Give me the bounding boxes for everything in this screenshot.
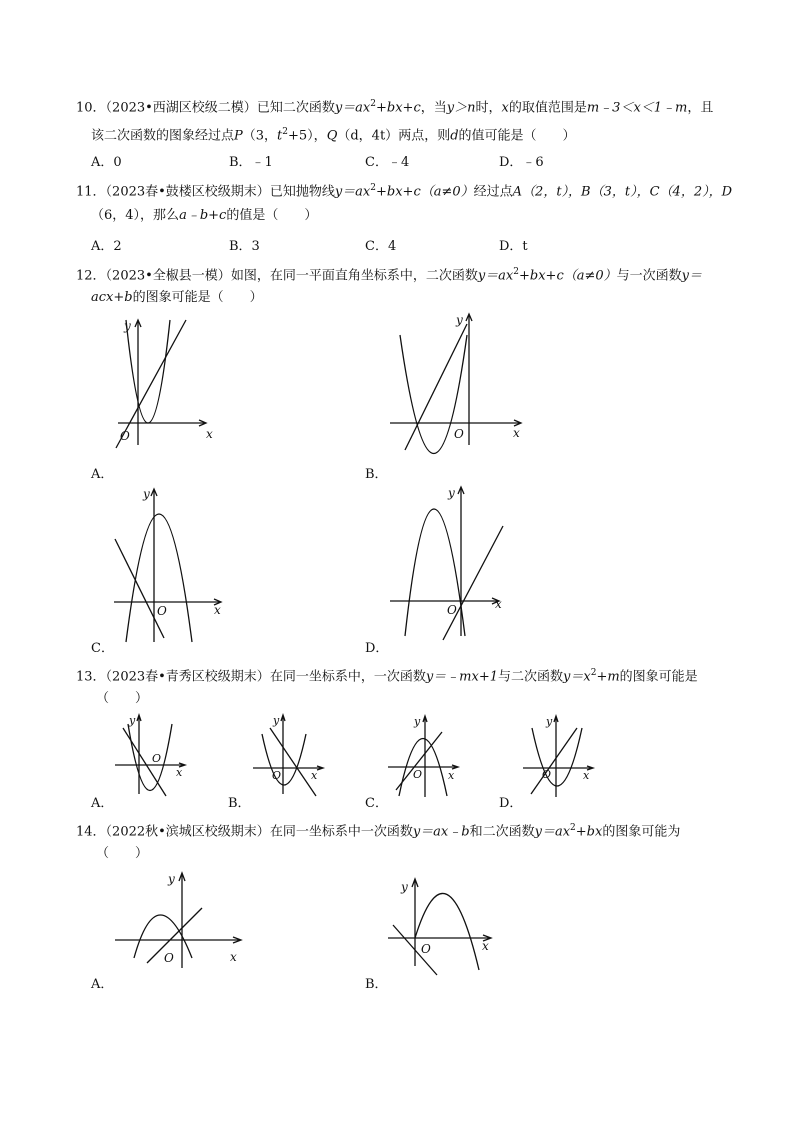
q11-text: ，那么	[140, 208, 180, 223]
q12-graph-d[interactable]	[385, 484, 515, 644]
q10-line2	[91, 123, 576, 145]
q10-option-b[interactable]: B．﹣1	[229, 155, 273, 170]
axis-label-y: y	[168, 872, 175, 886]
q12-text: 的图象可能是（ ）	[132, 290, 263, 305]
q11-text: 已知抛物线	[269, 184, 335, 200]
q13-text: 与二次函数	[498, 669, 564, 685]
axis-label-x: x	[176, 766, 183, 779]
origin-label: O	[454, 427, 464, 441]
q13-text: 在同一坐标系中，一次函数	[269, 669, 426, 685]
origin-label: O	[157, 604, 167, 618]
q11-option-d[interactable]: D．t	[499, 239, 528, 254]
axis-label-y: y	[546, 715, 553, 728]
q12-func-tail: +bx+c	[519, 268, 564, 284]
q12-source: （2023•全椒县一模）	[105, 268, 231, 284]
q14-line1	[76, 819, 680, 841]
parabola	[262, 734, 306, 785]
q13-graph-a[interactable]	[110, 712, 190, 797]
axis-label-y: y	[124, 319, 131, 333]
q10-text: （3，	[242, 128, 278, 144]
straight-line	[443, 526, 503, 640]
q14-graph-b[interactable]	[385, 870, 505, 980]
straight-line	[270, 728, 316, 796]
straight-line	[531, 728, 577, 794]
axis-label-y: y	[143, 487, 150, 501]
q10-t: t	[277, 128, 283, 144]
q12-option-a[interactable]: A．	[91, 467, 114, 482]
q10-text: 已知二次函数	[256, 100, 335, 116]
q12-cond: （a≠0）	[563, 268, 617, 284]
axis-label-y: y	[448, 486, 455, 500]
q11-option-b[interactable]: B．3	[229, 239, 260, 254]
axis-label-x: x	[482, 939, 489, 953]
q10-line1	[76, 95, 713, 117]
q14-answer-bracket: （ ）	[96, 846, 149, 861]
q14-sup: 2	[570, 823, 576, 833]
q11-points: A（2，t），B（3，t），C（4，2），D	[512, 184, 733, 200]
q11-text: 的值是（ ）	[226, 208, 318, 223]
parabola	[415, 893, 479, 970]
q12-line1	[76, 263, 702, 285]
q13-option-a[interactable]: A．	[91, 796, 114, 811]
origin-label: O	[152, 752, 162, 765]
axis-label-y: y	[414, 715, 421, 728]
q14-text: 在同一坐标系中一次函数	[269, 824, 413, 840]
q13-number: 13．	[76, 669, 106, 685]
q11-line1	[76, 179, 732, 201]
q10-text: （d，4t）	[337, 128, 399, 144]
origin-label: O	[413, 768, 423, 781]
origin-label: O	[164, 951, 174, 965]
q10-text: ，且	[687, 100, 714, 116]
q10-text: ，当	[420, 100, 447, 116]
axis-label-x: x	[311, 769, 318, 782]
q10-text: +5），	[288, 128, 327, 144]
q12-number: 12．	[76, 268, 106, 284]
axis-label-y: y	[273, 714, 280, 727]
q14-func2: y＝ax	[534, 824, 571, 840]
q12-option-c[interactable]: C．	[91, 641, 114, 656]
q13-sup: 2	[590, 668, 597, 678]
q11-func: y＝ax	[334, 184, 371, 200]
q14-graph-a[interactable]	[112, 868, 252, 968]
origin-label: O	[120, 429, 130, 443]
q10-d: d	[450, 128, 459, 144]
q10-x: x	[501, 100, 509, 116]
parabola	[134, 915, 192, 958]
axis-label-x: x	[448, 769, 455, 782]
straight-line	[115, 539, 164, 638]
q14-source: （2022秋•滨城区校级期末）	[105, 824, 270, 840]
q10-text: 的值可能是（ ）	[458, 128, 576, 144]
q10-range: m﹣3＜x＜1﹣m	[586, 100, 688, 116]
q12-line2	[91, 289, 263, 307]
q14-option-a[interactable]: A．	[91, 977, 114, 992]
q12-sup: 2	[513, 267, 519, 277]
origin-label: O	[542, 768, 552, 781]
axis-label-x: x	[513, 426, 520, 440]
q10-text: 该二次函数的图象经过点	[91, 128, 235, 144]
parabola	[126, 514, 192, 642]
q10-option-c[interactable]: C．﹣4	[365, 155, 410, 170]
q10-number: 10．	[76, 100, 106, 116]
q11-cond: （a≠0）	[420, 184, 474, 200]
q11-expr: a﹣b+c	[179, 208, 227, 223]
axis-label-y: y	[456, 313, 463, 327]
q12-graph-a[interactable]	[110, 318, 220, 448]
axis-label-x: x	[495, 597, 502, 611]
q10-text: 两点，则	[398, 128, 451, 144]
q11-func-tail: +bx+c	[376, 184, 421, 200]
origin-label: O	[421, 942, 431, 956]
q10-point-p: P	[234, 128, 243, 144]
parabola	[126, 320, 170, 423]
q12-option-d[interactable]: D．	[365, 641, 389, 656]
q11-option-a[interactable]: A．2	[91, 239, 122, 254]
q12-text: 如图，在同一平面直角坐标系中，二次函数	[230, 268, 478, 284]
axis-label-y: y	[401, 880, 408, 894]
q10-option-d[interactable]: D．﹣6	[499, 155, 544, 170]
q10-option-a[interactable]: A．0	[91, 155, 122, 170]
q14-option-b[interactable]: B．	[365, 977, 388, 992]
q11-text: 经过点	[473, 184, 513, 200]
q10-source: （2023•西湖区校级二模）	[105, 100, 257, 116]
q10-cond: y＞n	[446, 100, 476, 116]
q13-func1: y＝﹣mx+1	[425, 669, 498, 685]
q14-text: 的图象可能为	[602, 824, 681, 840]
q13-func2-tail: +m	[596, 669, 620, 685]
q10-func-tail: +bx+c	[376, 100, 421, 116]
q11-source: （2023春•鼓楼区校级期末）	[105, 184, 270, 200]
q11-number: 11．	[76, 184, 106, 200]
q11-option-c[interactable]: C．4	[365, 239, 397, 254]
q10-text: 时，	[475, 100, 502, 116]
q14-func2-tail: +bx	[575, 824, 603, 840]
q14-text: 和二次函数	[469, 824, 535, 840]
q12-func2: acx+b	[91, 290, 133, 305]
q10-func: y＝ax	[334, 100, 371, 116]
q11-points: （6，4）	[91, 208, 141, 223]
q11-line2	[91, 207, 317, 225]
axis-label-x: x	[214, 603, 221, 617]
axis-label-x: x	[206, 427, 213, 441]
q11-sup: 2	[370, 183, 376, 193]
q10-point-q: Q	[326, 128, 338, 144]
q12-func: y＝ax	[477, 268, 514, 284]
q12-y: y＝	[681, 268, 703, 284]
q12-graph-c[interactable]	[110, 484, 240, 644]
q13-graph-c[interactable]	[385, 712, 465, 797]
origin-label: O	[272, 769, 282, 782]
q13-option-b[interactable]: B．	[228, 796, 251, 811]
q13-graph-d[interactable]	[520, 712, 600, 797]
q10-text: 的取值范围是	[508, 100, 587, 116]
axis-label-x: x	[230, 950, 237, 964]
parabola	[128, 724, 172, 791]
axis-label-y: y	[129, 714, 136, 727]
q12-text: 与一次函数	[616, 268, 682, 284]
origin-label: O	[447, 603, 457, 617]
q12-option-b[interactable]: B．	[365, 467, 388, 482]
q14-number: 14．	[76, 824, 106, 840]
q13-text: 的图象可能是	[619, 669, 698, 685]
q13-option-c[interactable]: C．	[365, 796, 388, 811]
q10-sup: 2	[370, 99, 376, 109]
q10-sup: 2	[282, 127, 289, 137]
q13-graph-b[interactable]	[248, 712, 328, 797]
axis-label-x: x	[583, 769, 590, 782]
q13-answer-bracket: （ ）	[96, 691, 149, 706]
q13-option-d[interactable]: D．	[499, 796, 523, 811]
q13-line1	[76, 664, 698, 686]
q13-func2: y＝x	[563, 669, 591, 685]
q14-func1: y＝ax﹣b	[412, 824, 470, 840]
q13-source: （2023春•青秀区校级期末）	[105, 669, 270, 685]
q12-graph-b[interactable]	[385, 310, 530, 460]
